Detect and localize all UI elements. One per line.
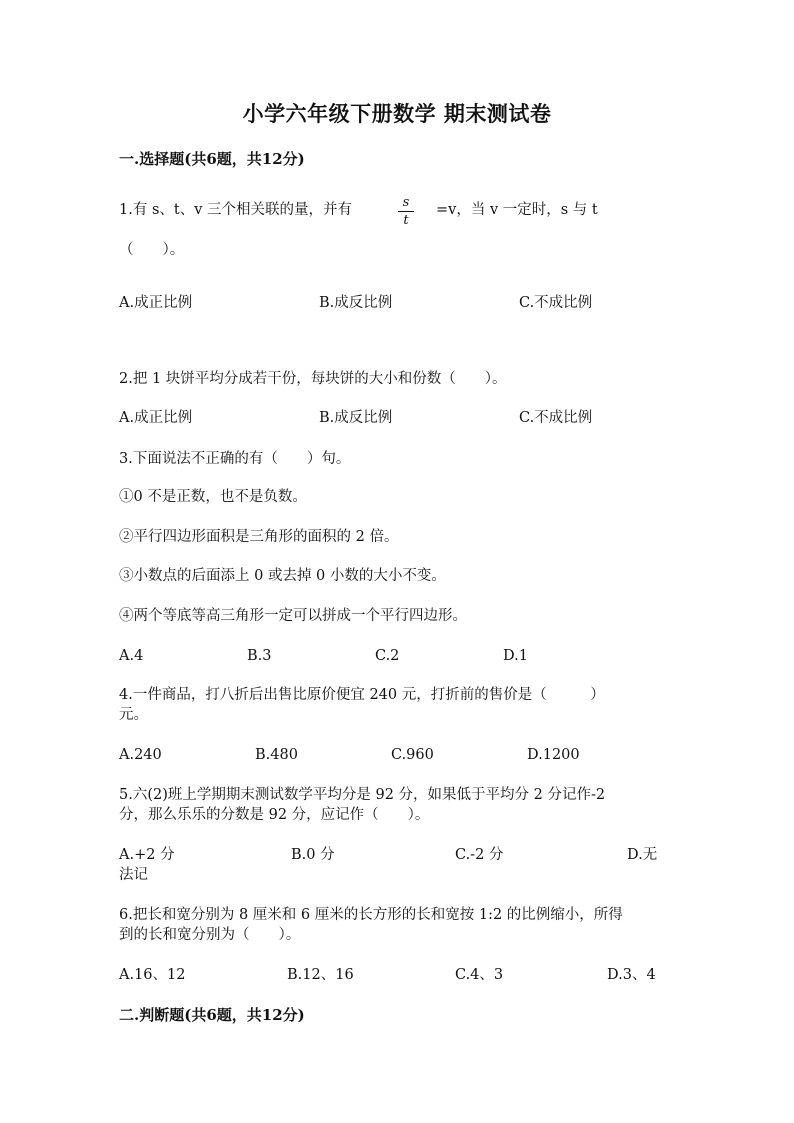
question-3-statement-4: ④两个等底等高三角形一定可以拼成一个平行四边形。 <box>119 608 467 624</box>
fraction-numerator: s <box>402 195 410 210</box>
question-2-text: 2.把 1 块饼平均分成若干份，每块饼的大小和份数（ ）。 <box>119 371 507 387</box>
question-3-statement-1: ①0 不是正数，也不是负数。 <box>119 489 307 505</box>
question-3-option-d: D.1 <box>503 648 528 664</box>
page-title: 小学六年级下册数学 期末测试卷 <box>242 101 552 126</box>
question-2-option-b: B.成反比例 <box>319 410 393 426</box>
question-5-option-a: A.+2 分 <box>119 847 175 863</box>
question-1-option-b: B.成反比例 <box>319 295 393 311</box>
fraction-bar <box>398 211 414 212</box>
question-4-option-d: D.1200 <box>527 747 580 763</box>
fraction-denominator: t <box>403 213 409 228</box>
question-5-line-1: 5.六(2)班上学期期末测试数学平均分是 92 分，如果低于平均分 2 分记作-2 <box>119 787 606 803</box>
question-3-option-c: C.2 <box>375 648 400 664</box>
question-4-option-c: C.960 <box>391 747 434 763</box>
question-6-line-2: 到的长和宽分别为（ ）。 <box>119 927 301 943</box>
question-5-line-2: 分，那么乐乐的分数是 92 分，应记作（ ）。 <box>119 807 430 823</box>
question-3-text: 3.下面说法不正确的有（ ）句。 <box>119 451 351 467</box>
question-3-option-a: A.4 <box>119 648 144 664</box>
question-6-option-c: C.4、3 <box>455 967 504 983</box>
question-2-option-c: C.不成比例 <box>519 410 593 426</box>
question-1-option-c: C.不成比例 <box>519 295 593 311</box>
question-1-text-a: 1.有 s、t、v 三个相关联的量，并有 <box>119 202 353 218</box>
question-3-option-b: B.3 <box>247 648 272 664</box>
section-heading-choice: 一.选择题(共6题，共12分) <box>119 150 305 168</box>
question-4-option-b: B.480 <box>255 747 298 763</box>
question-3-statement-3: ③小数点的后面添上 0 或去掉 0 小数的大小不变。 <box>119 568 446 584</box>
question-5-option-b: B.0 分 <box>291 847 335 863</box>
question-1-line-2: （ ）。 <box>119 242 185 258</box>
question-6-line-1: 6.把长和宽分别为 8 厘米和 6 厘米的长方形的长和宽按 1:2 的比例缩小，所得 <box>119 907 623 923</box>
question-4-line-2: 元。 <box>119 707 148 723</box>
question-5-option-d: D.无 <box>627 847 658 863</box>
question-1-fraction <box>398 196 414 227</box>
question-1-option-a: A.成正比例 <box>119 295 193 311</box>
question-6-option-d: D.3、4 <box>607 967 656 983</box>
question-5-option-d-wrap: 法记 <box>119 867 148 883</box>
question-5-option-c: C.-2 分 <box>455 847 504 863</box>
question-2-option-a: A.成正比例 <box>119 410 193 426</box>
section-heading-judgment: 二.判断题(共6题，共12分) <box>119 1006 305 1024</box>
question-3-statement-2: ②平行四边形面积是三角形的面积的 2 倍。 <box>119 529 399 545</box>
question-6-option-b: B.12、16 <box>287 967 354 983</box>
question-1-text-b: =v，当 v 一定时，s 与 t <box>436 202 598 218</box>
question-4-option-a: A.240 <box>119 747 162 763</box>
question-4-line-1: 4.一件商品，打八折后出售比原价便宜 240 元，打折前的售价是（ ） <box>119 687 605 703</box>
question-6-option-a: A.16、12 <box>119 967 186 983</box>
